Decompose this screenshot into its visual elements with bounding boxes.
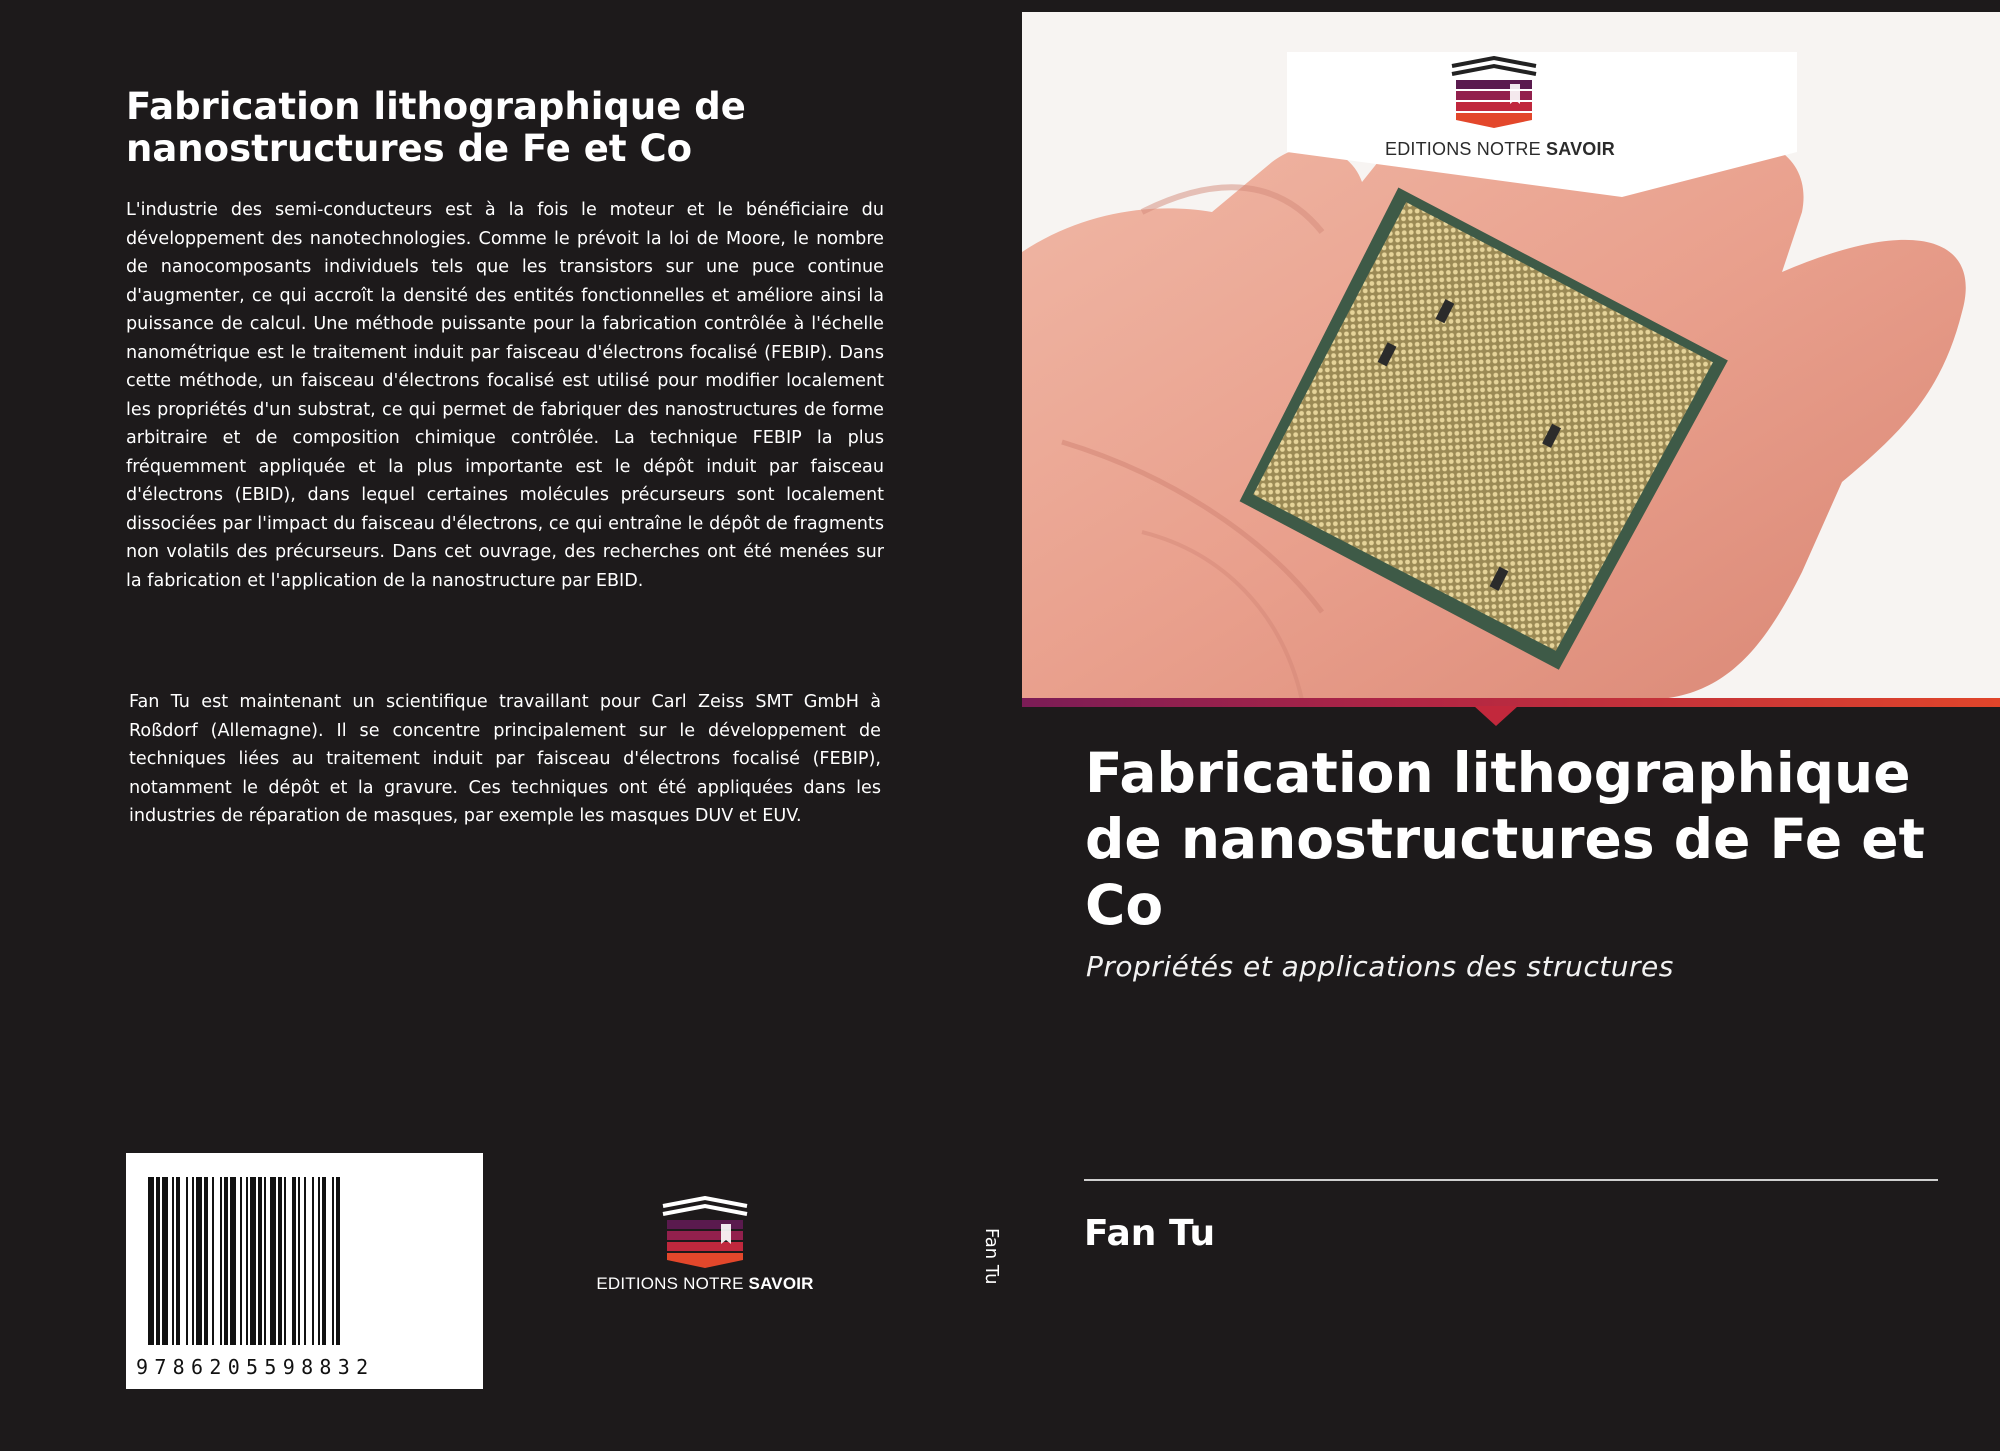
accent-triangle (1474, 706, 1518, 726)
logo-prefix: EDITIONS NOTRE (596, 1274, 749, 1293)
back-title: Fabrication lithographique de nanostructures de Fe et Co (126, 85, 746, 170)
barcode (126, 1153, 483, 1389)
back-description: L'industrie des semi-conducteurs est à la fois le moteur et le bénéficiaire du développement des nanotechnologies. Comme le prévoit la loi de Moore, le nombre de nanocomposants individuels tels que les transistors sur une puce continue d'augmenter, ce qui accroît la densité des entités fonctionnelles et améliore ainsi la puissance de calcul. Une méthode puissante pour la fabrication contrôlée à l'échelle nanométrique est le traitement induit par faisceau d'électrons focalisé (FEBIP). Dans cette méthode, un faisceau d'électrons focalisé est utilisé pour modifier localement les propriétés d'un substrat, ce qui permet de fabriquer des nanostructures de forme arbitraire et de composition chimique contrôlée. La technique FEBIP la plus fréquemment appliquée et la plus importante est le dépôt induit par faisceau d'électrons (EBID), dans lequel certaines molécules précurseurs sont localement dissociées par l'impact du faisceau d'électrons, ce qui entraîne le dépôt de fragments non volatils des précurseurs. Dans cet ouvrage, des recherches ont été menées sur la fabrication et l'application de la nanostructure par EBID. (126, 200, 884, 591)
logo-bold: SAVOIR (1546, 139, 1615, 159)
front-subtitle: Propriétés et applications des structures (1086, 950, 1674, 983)
front-publisher-logo (1360, 38, 1640, 198)
spine-author: Fan Tu (981, 1228, 1002, 1285)
logo-bold: SAVOIR (748, 1274, 814, 1293)
back-publisher-logo (590, 1196, 820, 1294)
logo-prefix: EDITIONS NOTRE (1385, 139, 1547, 159)
isbn-digits: 9786205598832 (136, 1355, 375, 1379)
front-author: Fan Tu (1084, 1213, 1216, 1254)
front-title: Fabrication lithographique de nanostructures de Fe et Co (1085, 741, 1925, 937)
divider (1084, 1179, 1938, 1181)
book-logo-icon (1446, 56, 1542, 130)
author-bio: Fan Tu est maintenant un scientifique travaillant pour Carl Zeiss SMT GmbH à Roßdorf (Allemagne). Il se concentre principalement sur le développement de techniques liées au traitement induit par faisceau d'électrons focalisé (FEBIP), notamment le dépôt et la gravure. Ces techniques ont été appliquées dans les industries de réparation de masques, par exemple les masques DUV et EUV. (129, 692, 881, 826)
book-logo-icon (657, 1196, 753, 1270)
barcode-icon (126, 1153, 483, 1363)
